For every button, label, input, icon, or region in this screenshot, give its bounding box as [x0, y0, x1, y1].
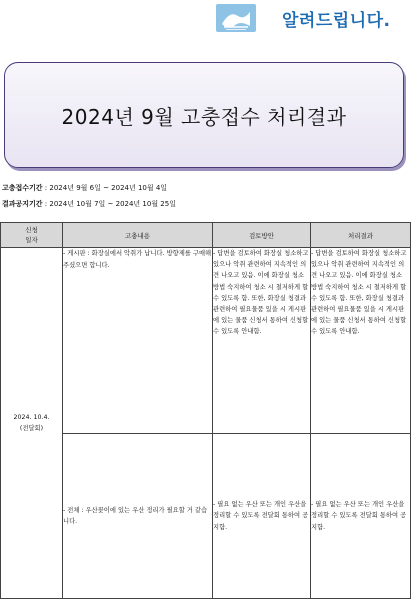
- application-date: 2024. 10.4. (전달회): [1, 248, 63, 599]
- header-review: 검토방안: [213, 223, 311, 248]
- header-date: 신청 일자: [1, 223, 63, 248]
- page-title: 2024년 9월 고충접수 처리결과: [61, 104, 347, 129]
- result-period-value: : 2024년 10월 7일 ~ 2024년 10월 25일: [42, 200, 176, 208]
- complaint-content: - 게시판 : 화장실에서 악취가 납니다. 방향제를 구매해주셨으면 합니다.: [63, 248, 213, 434]
- complaint-content: - 전체 : 우산꽂이에 있는 우산 정리가 필요할 거 같습니다.: [63, 434, 213, 599]
- table-row: [1, 248, 411, 434]
- review-plan: - 필요 없는 우산 또는 개인 우산을 정리할 수 있도록 전달회 통하여 공지함.: [213, 434, 311, 599]
- complaint-period-value: : 2024년 9월 6일 ~ 2024년 10월 4일: [42, 184, 168, 192]
- complaint-period-label: 고충접수기간: [2, 184, 43, 192]
- result-period: [2, 199, 176, 209]
- table-row: [1, 434, 411, 599]
- review-plan: - 답변을 검토하여 화장실 청소하고 있으나 악취 관련하여 지속적인 의견 나오고 있음. 이에 화장실 청소 방법 숙지하여 청소 시 철저하게 할 수 있도록 함. 또한, 화장실 청결과 관련하여 필요물품 있을 시 게시판에 있는 물품 신청서 통하여 신청할 수 있도록 안내함.: [213, 248, 311, 434]
- table-header-row: [1, 223, 411, 248]
- folded-paper-logo-icon: [216, 4, 256, 32]
- process-result: - 필요 없는 우산 또는 개인 우산을 정리할 수 있도록 전달회 통하여 공지함.: [311, 434, 411, 599]
- title-box: [4, 62, 404, 168]
- complaint-period: [2, 183, 167, 193]
- header-result: 처리결과: [311, 223, 411, 248]
- result-period-label: 결과공지기간: [2, 200, 43, 208]
- header-content: 고충내용: [63, 223, 213, 248]
- process-result: - 답변을 검토하여 화장실 청소하고 있으나 악취 관련하여 지속적인 의견 나오고 있음. 이에 화장실 청소 방법 숙지하여 청소 시 철저하게 할 수 있도록 함. 또한, 화장실 청결과 관련하여 필요물품 있을 시 게시판에 있는 물품 신청서 통하여 신청할 수 있도록 안내함.: [311, 248, 411, 434]
- results-table: [0, 222, 411, 599]
- notice-label: 알려드립니다.: [282, 11, 391, 31]
